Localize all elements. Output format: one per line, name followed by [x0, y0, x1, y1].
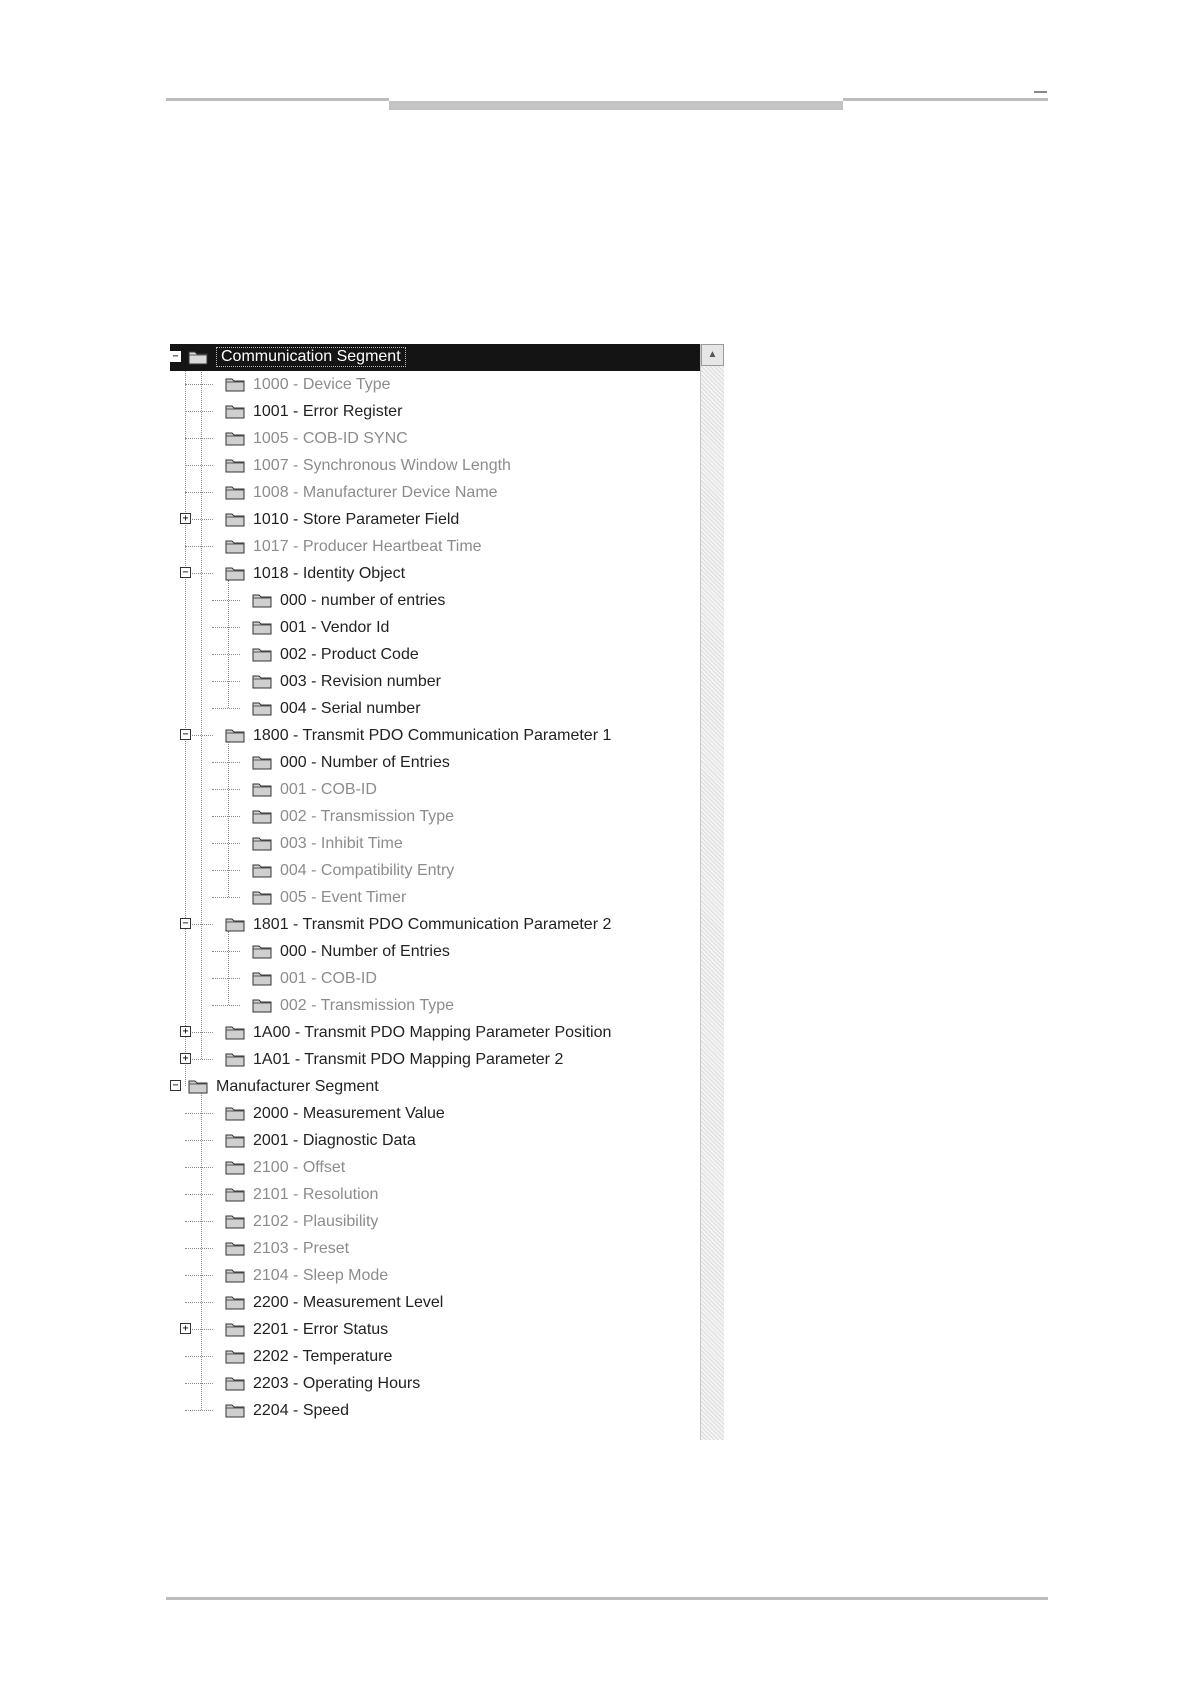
tree-node-label: 1007 - Synchronous Window Length: [253, 457, 511, 474]
tree-node-label: 1A01 - Transmit PDO Mapping Parameter 2: [253, 1051, 564, 1068]
tree-node-label: 2101 - Resolution: [253, 1186, 379, 1203]
folder-icon: [225, 1402, 245, 1418]
header-rule-right: [843, 98, 1048, 101]
tree-node-label: 000 - Number of Entries: [280, 943, 450, 960]
collapse-icon[interactable]: −: [180, 567, 191, 578]
tree-node[interactable]: [170, 1316, 700, 1343]
folder-icon: [225, 538, 245, 554]
tree-connector: [185, 1194, 213, 1195]
tree-node-label: 004 - Compatibility Entry: [280, 862, 455, 879]
tree-node-label: 2201 - Error Status: [253, 1321, 389, 1338]
tree-connector: [212, 843, 240, 844]
tree-node[interactable]: [170, 1235, 700, 1262]
folder-icon: [252, 754, 272, 770]
folder-icon: [225, 727, 245, 743]
folder-icon: [225, 430, 245, 446]
tree-node[interactable]: [170, 533, 700, 560]
tree-connector: [212, 762, 240, 763]
vertical-scrollbar[interactable]: [700, 344, 724, 1440]
tree-node[interactable]: [170, 479, 700, 506]
tree-node-label: 2100 - Offset: [253, 1159, 346, 1176]
expand-icon[interactable]: +: [180, 1053, 191, 1064]
tree-connector: [212, 951, 240, 952]
tree-connector: [185, 1113, 213, 1114]
tree-node-label: Manufacturer Segment: [216, 1078, 379, 1095]
folder-icon: [225, 1105, 245, 1121]
folder-icon: [252, 700, 272, 716]
tree-connector: [212, 600, 240, 601]
tree-node[interactable]: [170, 452, 700, 479]
tree-node-label: 2202 - Temperature: [253, 1348, 393, 1365]
folder-icon: [225, 1213, 245, 1229]
tree-connector: [185, 1140, 213, 1141]
folder-icon: [225, 1321, 245, 1337]
tree-connector: [185, 384, 213, 385]
folder-icon: [225, 1186, 245, 1202]
tree-connector: [185, 1275, 213, 1276]
tree-node[interactable]: [170, 965, 700, 992]
tree-connector: [185, 1248, 213, 1249]
tree-node-label: 1010 - Store Parameter Field: [253, 511, 460, 528]
tree-connector: [212, 1005, 240, 1006]
tree-node[interactable]: [170, 857, 700, 884]
tree-node[interactable]: [170, 938, 700, 965]
tree-connector: [185, 1383, 213, 1384]
tree-connector: [185, 438, 213, 439]
folder-icon: [252, 808, 272, 824]
tree-connector: [212, 627, 240, 628]
folder-icon: [225, 565, 245, 581]
tree-node-label: 003 - Revision number: [280, 673, 441, 690]
tree-connector: [185, 1167, 213, 1168]
tree-root-node[interactable]: [170, 1073, 700, 1100]
tree-node-label: 2203 - Operating Hours: [253, 1375, 421, 1392]
object-dictionary-tree[interactable]: [170, 344, 724, 1440]
expand-icon[interactable]: +: [180, 1323, 191, 1334]
tree-node[interactable]: [170, 1019, 700, 1046]
folder-icon: [252, 970, 272, 986]
tree-connector: [185, 1221, 213, 1222]
tree-node-label: 2204 - Speed: [253, 1402, 350, 1419]
tree-node-label: 004 - Serial number: [280, 700, 421, 717]
header-corner-mark: [1034, 91, 1047, 93]
folder-icon: [225, 376, 245, 392]
tree-node-label: 1000 - Device Type: [253, 376, 391, 393]
folder-icon: [252, 889, 272, 905]
tree-node-label: 001 - COB-ID: [280, 970, 377, 987]
tree-connector: [185, 492, 213, 493]
tree-node[interactable]: [170, 560, 700, 587]
tree-node-label: 1017 - Producer Heartbeat Time: [253, 538, 482, 555]
folder-icon: [225, 1348, 245, 1364]
tree-node-label: 000 - number of entries: [280, 592, 446, 609]
tree-connector: [212, 789, 240, 790]
folder-icon: [225, 1024, 245, 1040]
tree-node-label: 1800 - Transmit PDO Communication Parameter 1: [253, 727, 612, 744]
tree-node[interactable]: [170, 614, 700, 641]
tree-node[interactable]: [170, 830, 700, 857]
tree-node-label: 005 - Event Timer: [280, 889, 407, 906]
folder-icon: [252, 619, 272, 635]
tree-node[interactable]: [170, 749, 700, 776]
folder-icon: [252, 997, 272, 1013]
collapse-icon[interactable]: −: [170, 351, 181, 362]
tree-node-label: 2102 - Plausibility: [253, 1213, 379, 1230]
collapse-icon[interactable]: −: [170, 1080, 181, 1091]
tree-connector: [185, 1410, 213, 1411]
tree-node[interactable]: [170, 641, 700, 668]
folder-icon: [252, 835, 272, 851]
tree-node[interactable]: [170, 371, 700, 398]
open-folder-icon: [188, 349, 208, 365]
tree-node[interactable]: [170, 1343, 700, 1370]
tree-connector: [212, 654, 240, 655]
tree-node[interactable]: [170, 803, 700, 830]
tree-node-label: 001 - COB-ID: [280, 781, 377, 798]
header-rule-center: [389, 101, 843, 110]
tree-node-label: 002 - Transmission Type: [280, 808, 455, 825]
tree-node[interactable]: [170, 1397, 700, 1424]
folder-icon: [225, 1240, 245, 1256]
tree-node-label: 003 - Inhibit Time: [280, 835, 403, 852]
tree-node-label: 1005 - COB-ID SYNC: [253, 430, 408, 447]
tree-connector: [212, 870, 240, 871]
tree-node[interactable]: [170, 425, 700, 452]
tree-node[interactable]: [170, 398, 700, 425]
folder-icon: [225, 484, 245, 500]
tree-node-label: 2000 - Measurement Value: [253, 1105, 445, 1122]
tree-connector: [185, 1302, 213, 1303]
tree-node[interactable]: [170, 776, 700, 803]
folder-icon: [225, 1375, 245, 1391]
tree-node[interactable]: [170, 668, 700, 695]
tree-node-label: 2001 - Diagnostic Data: [253, 1132, 416, 1149]
tree-connector: [212, 681, 240, 682]
tree-node-label: Communication Segment: [216, 347, 406, 367]
tree-connector: [212, 708, 240, 709]
tree-connector: [185, 465, 213, 466]
expand-icon[interactable]: +: [180, 1026, 191, 1037]
tree-node[interactable]: [170, 587, 700, 614]
tree-node[interactable]: [170, 1154, 700, 1181]
folder-icon: [225, 1051, 245, 1067]
tree-node[interactable]: [170, 506, 700, 533]
tree-node[interactable]: [170, 722, 700, 749]
tree-node[interactable]: [170, 911, 700, 938]
tree-node[interactable]: [170, 884, 700, 911]
folder-icon: [225, 1159, 245, 1175]
collapse-icon[interactable]: −: [180, 918, 191, 929]
tree-node[interactable]: [170, 992, 700, 1019]
tree-node-label: 2200 - Measurement Level: [253, 1294, 444, 1311]
tree-node-label: 1001 - Error Register: [253, 403, 403, 420]
tree-node-label: 1008 - Manufacturer Device Name: [253, 484, 498, 501]
folder-icon: [252, 862, 272, 878]
collapse-icon[interactable]: −: [180, 729, 191, 740]
tree-node[interactable]: [170, 1289, 700, 1316]
tree-node-label: 002 - Product Code: [280, 646, 419, 663]
tree-node[interactable]: [170, 695, 700, 722]
folder-icon: [225, 1267, 245, 1283]
folder-icon: [252, 592, 272, 608]
tree-connector: [185, 411, 213, 412]
expand-icon[interactable]: +: [180, 513, 191, 524]
tree-node[interactable]: [170, 1127, 700, 1154]
tree-node-label: 000 - Number of Entries: [280, 754, 450, 771]
tree-node[interactable]: [170, 1370, 700, 1397]
folder-icon: [225, 916, 245, 932]
tree-node[interactable]: [170, 1208, 700, 1235]
tree-connector: [212, 816, 240, 817]
footer-rule: [166, 1597, 1048, 1600]
tree-connector: [212, 978, 240, 979]
tree-node-label: 1018 - Identity Object: [253, 565, 406, 582]
scroll-up-arrow-icon[interactable]: ▲: [701, 344, 724, 366]
tree-node-label: 2103 - Preset: [253, 1240, 350, 1257]
folder-icon: [252, 781, 272, 797]
folder-icon: [225, 403, 245, 419]
tree-root-node[interactable]: [170, 344, 700, 371]
tree-rows: [170, 344, 700, 1440]
tree-node-label: 1801 - Transmit PDO Communication Parameter 2: [253, 916, 612, 933]
tree-node-label: 1A00 - Transmit PDO Mapping Parameter Position: [253, 1024, 612, 1041]
tree-node-label: 001 - Vendor Id: [280, 619, 390, 636]
tree-node[interactable]: [170, 1262, 700, 1289]
tree-connector: [185, 1356, 213, 1357]
tree-node[interactable]: [170, 1046, 700, 1073]
folder-icon: [225, 1294, 245, 1310]
folder-icon: [225, 511, 245, 527]
tree-connector: [185, 546, 213, 547]
header-rule-left: [166, 98, 389, 101]
folder-icon: [225, 1132, 245, 1148]
tree-node-label: 002 - Transmission Type: [280, 997, 455, 1014]
tree-connector: [212, 897, 240, 898]
folder-icon: [252, 673, 272, 689]
folder-icon: [188, 1078, 208, 1094]
tree-node[interactable]: [170, 1100, 700, 1127]
tree-node[interactable]: [170, 1181, 700, 1208]
tree-node-label: 2104 - Sleep Mode: [253, 1267, 389, 1284]
folder-icon: [225, 457, 245, 473]
folder-icon: [252, 943, 272, 959]
folder-icon: [252, 646, 272, 662]
